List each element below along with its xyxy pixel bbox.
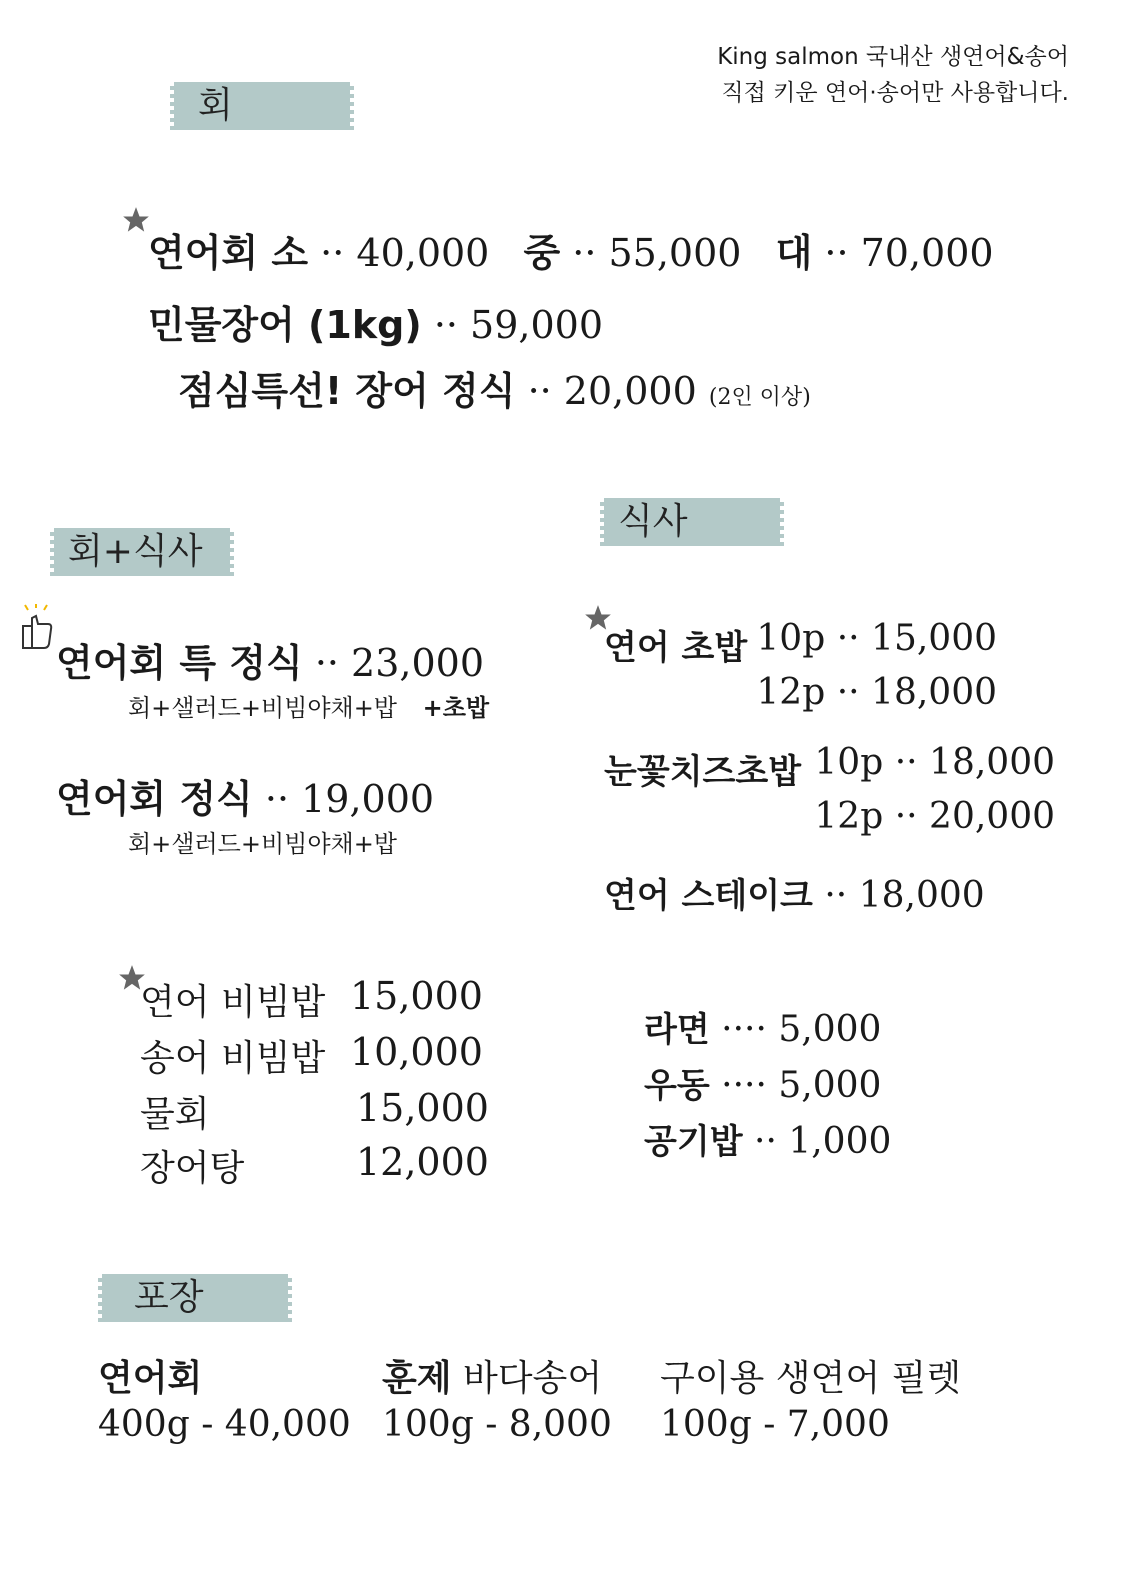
special-set-label: 연어회 특 정식 [56,641,303,685]
header-line-2: 직접 키운 연어·송어만 사용합니다. [721,80,1069,106]
price-medium: ·· 55,000 [572,231,742,275]
thumbs-up-icon [18,604,56,654]
set-price: ·· 19,000 [264,777,435,821]
list-item-price: 15,000 [356,1086,489,1130]
special-set-price: ·· 23,000 [314,641,485,685]
salmon-steak-label: 연어 스테이크 [604,876,813,916]
list-item: 연어 비빔밥 [140,982,326,1023]
price-small: ·· 40,000 [320,231,490,275]
list-item-price: 100g - 7,000 [660,1404,890,1445]
list-item-price: 400g - 40,000 [98,1404,351,1445]
list-item-price: 100g - 8,000 [382,1404,612,1445]
eel-price: ·· 59,000 [433,303,604,347]
cheese-sushi-label: 눈꽃치즈초밥 [604,752,802,792]
section-tag-meal [600,498,784,546]
size-large-label: 대 [775,231,813,275]
list-item-price: 12,000 [356,1140,489,1184]
list-item: 우동 ···· 5,000 [644,1065,882,1106]
special-set-components: 회+샐러드+비빔야채+밥 [128,694,397,722]
list-item: 라면 ···· 5,000 [644,1009,882,1050]
section-tag-sashimi-meal [50,528,234,576]
list-item: 훈제 바다송어 [382,1358,603,1399]
star-icon [122,206,150,234]
list-item: 구이용 생연어 필렛 [660,1358,962,1399]
eel-row [148,294,603,349]
list-item-price: 15,000 [350,974,483,1018]
section-tag-sashimi [170,82,354,130]
special-set-row [56,632,484,687]
list-item-price: 10,000 [350,1030,483,1074]
lunch-special-label: 점심특선! 장어 정식 [178,369,516,413]
list-item: 송어 비빔밥 [140,1038,326,1079]
section-title: 회 [198,85,233,126]
set-desc: 회+샐러드+비빔야채+밥 [128,830,397,858]
lunch-special-row [178,360,811,415]
salmon-steak-price: ·· 18,000 [824,875,985,916]
lunch-special-note: (2인 이상) [708,385,811,410]
list-item: 장어탕 [140,1148,245,1189]
special-set-extra: +초밥 [422,694,490,722]
set-label: 연어회 정식 [56,777,253,821]
cheese-sushi-10: 10p ·· 18,000 [814,742,1055,783]
salmon-sashimi-row [148,222,994,277]
price-large: ·· 70,000 [824,231,994,275]
salmon-sashimi-label: 연어회 소 [148,231,309,275]
list-item: 공기밥 ·· 1,000 [644,1121,892,1162]
section-title: 회+식사 [68,531,203,572]
set-row [56,768,434,823]
list-item: 연어회 [98,1358,203,1399]
section-tag-takeout [98,1274,292,1322]
salmon-steak-row [604,868,985,917]
section-title: 식사 [618,501,688,542]
section-title: 포장 [134,1277,204,1318]
salmon-sushi-10: 10p ·· 15,000 [756,618,997,659]
salmon-sushi-12: 12p ·· 18,000 [756,672,997,713]
list-item: 물회 [140,1094,210,1135]
special-set-desc [128,688,489,723]
lunch-special-price: ·· 20,000 [527,369,697,413]
salmon-sushi-label: 연어 초밥 [604,628,748,668]
eel-label: 민물장어 (1kg) [148,303,422,347]
header-line-1: King salmon 국내산 생연어&송어 [717,44,1069,70]
size-medium-label: 중 [523,231,561,275]
cheese-sushi-12: 12p ·· 20,000 [814,796,1055,837]
